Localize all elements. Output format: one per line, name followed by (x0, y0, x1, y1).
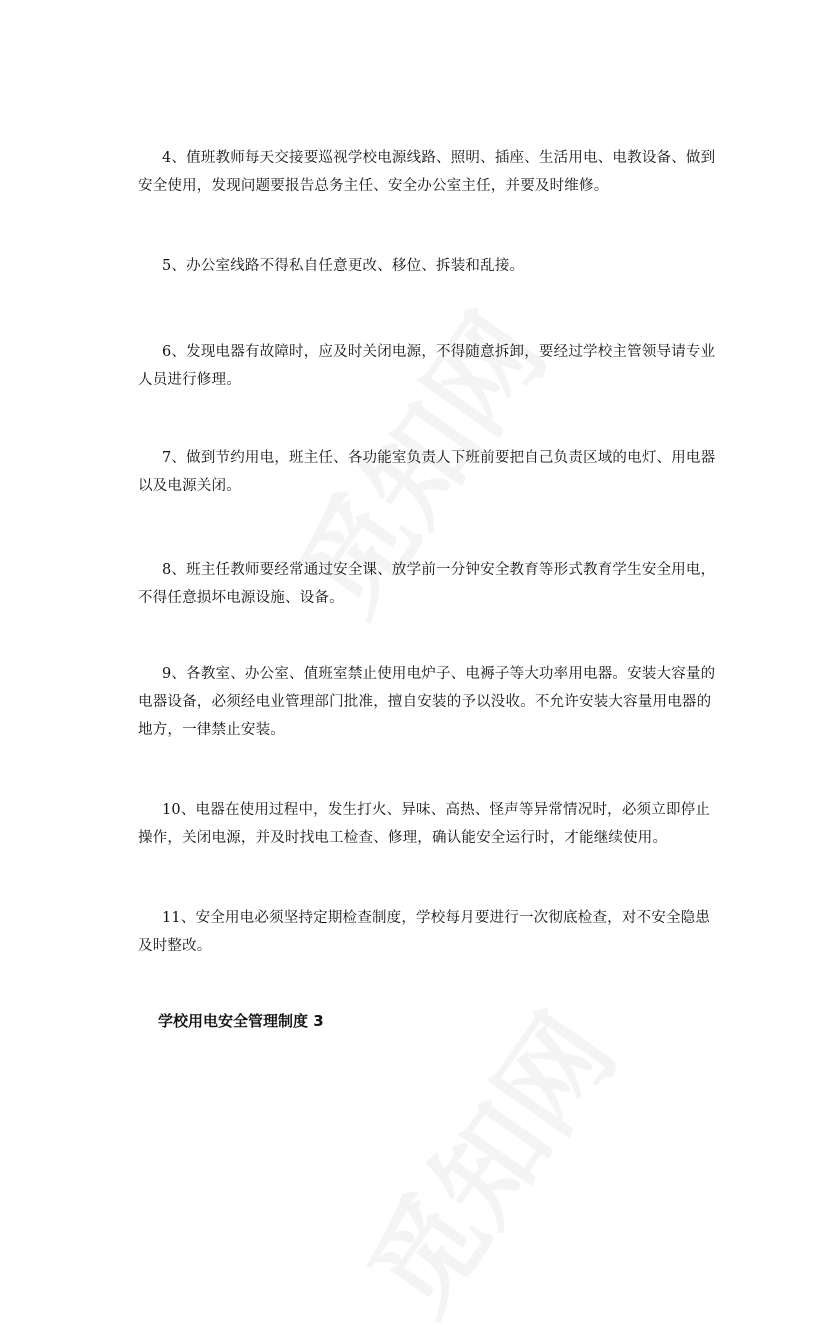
paragraph-4: 4、值班教师每天交接要巡视学校电源线路、照明、插座、生活用电、电教设备、做到安全使用，发现问题要报告总务主任、安全办公室主任，并要及时维修。 (138, 150, 716, 194)
watermark (326, 979, 645, 1339)
paragraph-10: 10、电器在使用过程中，发生打火、异味、高热、怪声等异常情况时，必须立即停止操作，关闭电源，并及时找电工检查、修理，确认能安全运行时，才能继续使用。 (138, 802, 711, 846)
paragraph-6: 6、发现电器有故障时，应及时关闭电源，不得随意拆卸，要经过学校主管领导请专业人员进行修理。 (138, 344, 716, 388)
paragraph-8: 8、班主任教师要经常通过安全课、放学前一分钟安全教育等形式教育学生安全用电，不得任意损坏电源设施、设备。 (138, 562, 716, 606)
paragraph-7: 7、做到节约用电，班主任、各功能室负责人下班前要把自己负责区域的电灯、用电器以及电源关闭。 (138, 450, 716, 494)
paragraph-11: 11、安全用电必须坚持定期检查制度，学校每月要进行一次彻底检查，对不安全隐患及时整改。 (138, 910, 711, 954)
section-heading: 学校用电安全管理制度 3 (158, 1012, 324, 1030)
paragraph-5: 5、办公室线路不得私自任意更改、移位、拆装和乱接。 (162, 258, 525, 274)
paragraph-9: 9、各教室、办公室、值班室禁止使用电炉子、电褥子等大功率用电器。安装大容量的电器设备，必须经电业管理部门批准，擅自安装的予以没收。不允许安装大容量用电器的地方，一律禁止安装。 (138, 666, 716, 738)
